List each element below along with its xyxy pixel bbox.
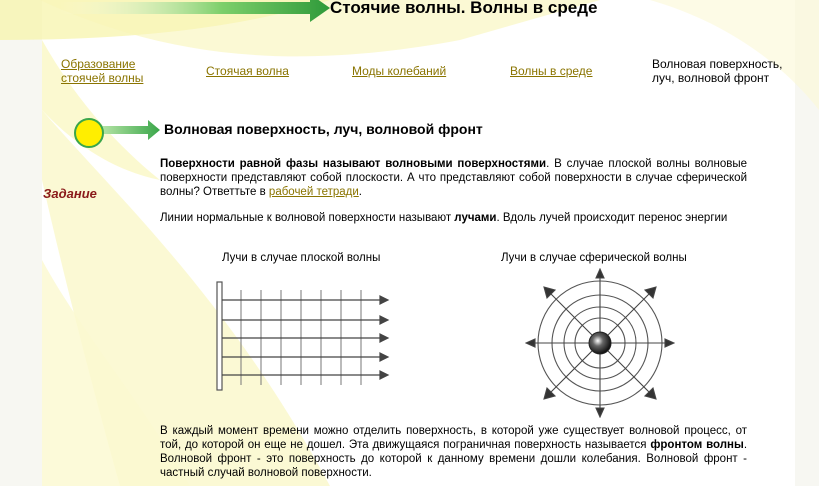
ray-arrowhead [380,371,388,379]
ray-arrowhead [665,339,674,347]
paragraph-text: . В случае плоской волны волновые поверхности представляют собой плоскости. А что представляют собой поверхности в случае сферической волны? Ответтьте в [160,158,747,198]
ray-arrowhead [380,296,388,304]
ray-arrowhead [526,339,535,347]
nav-current-item [652,57,782,85]
ray-arrowhead [380,316,388,324]
caption-spherical-wave: Лучи в случае сферической волны [501,252,687,264]
spherical-wave-rays-figure [525,268,675,418]
caption-plane-wave: Лучи в случае плоской волны [222,252,381,264]
term-wave-surfaces: Поверхности равной фазы называют волновыми поверхностями [160,158,547,170]
paragraph-text: . Вдоль лучей происходит перенос энергии [496,212,728,224]
paragraph-text: В каждый момент времени можно отделить поверхность, в которой уже существует волновой процесс, от той, до которой он еще не дошел. Эта движущаяся пограничная поверхность называется [160,425,747,451]
nav-current-line: Волновая поверхность, [652,57,783,71]
paragraph-wave-front [160,424,747,480]
point-source [589,332,611,354]
wave-source-plate [217,282,222,390]
nav-bar [0,0,819,100]
nav-link-standing-wave[interactable]: Стоячая волна [206,64,289,78]
paragraph-text: Линии нормальные к волновой поверхности называют [160,212,455,224]
nav-link-line: Образование [61,57,136,71]
paragraph-text: . Волновой фронт - это поверхность до которой к данному времени дошли колебания. Волновой фронт - частный случай волновой поверхности. [160,439,748,479]
paragraph-wave-surfaces [160,157,747,199]
nav-link-modes[interactable]: Моды колебаний [352,64,447,78]
paragraph-rays [160,211,747,225]
term-wave-front: фронтом волны [650,439,744,451]
ray-arrowhead [380,334,388,342]
section-title: Волновая поверхность, луч, волновой фронт [164,121,483,137]
nav-current-line: луч, волновой фронт [652,71,770,85]
ray-arrowhead [596,269,604,278]
page-title: Стоячие волны. Волны в среде [330,0,598,17]
nav-link-standing-wave-formation[interactable] [61,57,143,85]
plane-wave-rays-figure [210,280,400,395]
ray-arrowhead [596,408,604,417]
workbook-link[interactable]: рабочей тетради [268,186,359,198]
nav-link-line: стоячей волны [61,71,144,85]
ray-arrowhead [380,353,388,361]
paragraph-text: . [358,186,362,198]
term-rays: лучами [454,212,497,224]
task-label[interactable]: Задание [43,186,97,201]
nav-link-waves-in-medium[interactable]: Волны в среде [510,64,593,78]
